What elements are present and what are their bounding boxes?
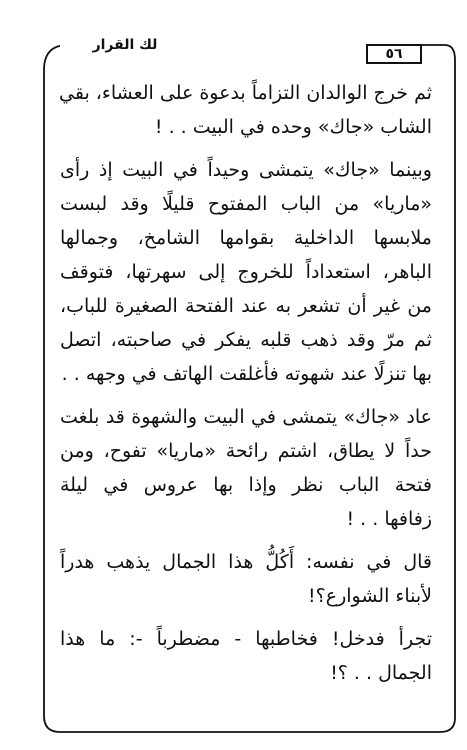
text-line: الجمال . . ؟! [330, 662, 432, 684]
text-line: الباهر، استعداداً للخروج إلى سهرتها، فتوقف [60, 261, 432, 283]
paragraph [60, 622, 432, 690]
running-title: لك القرار [60, 36, 190, 54]
text-line: ملابسها الداخلية بقوامها الشامخ، وجمالها [60, 227, 432, 249]
text-line: وبينما «جاك» يتمشى وحيداً في البيت إذ رأى [60, 159, 432, 181]
text-body [60, 76, 432, 699]
paragraph [60, 76, 432, 144]
text-line: لأبناء الشوارع؟! [308, 585, 432, 607]
text-line: فتحة الباب نظر وإذا بها عروس في ليلة [60, 474, 432, 496]
paragraph [60, 400, 432, 536]
text-line: بها تنزلًا عند شهوته فأغلقت الهاتف في وجهه . . [61, 363, 432, 385]
text-line: تجرأ فدخل! فخاطبها - مضطرباً -: ما هذا [60, 628, 432, 650]
text-line: «ماريا» من الباب المفتوح قليلًا وقد لبست [60, 193, 432, 215]
text-line: ثم مرّ وقد ذهب قلبه يفكر في صاحبته، اتصل [60, 329, 432, 351]
text-line: ثم خرج الوالدان التزاماً بدعوة على العشاء، بقي [59, 82, 432, 104]
text-line: قال في نفسه: أَكُلُّ هذا الجمال يذهب هدراً [60, 551, 432, 573]
text-line: من غير أن تشعر به عند الفتحة الصغيرة للباب، [60, 295, 432, 317]
text-line: حداً لا يطاق، اشتم رائحة «ماريا» تفوح، ومن [60, 440, 432, 462]
paragraph [60, 545, 432, 613]
text-line: زفافها . . ! [346, 508, 432, 530]
page-number: ٥٦ [366, 44, 422, 64]
text-line: الشاب «جاك» وحده في البيت . . ! [154, 116, 432, 138]
paragraph [60, 153, 432, 391]
text-line: عاد «جاك» يتمشى في البيت والشهوة قد بلغت [60, 406, 432, 428]
